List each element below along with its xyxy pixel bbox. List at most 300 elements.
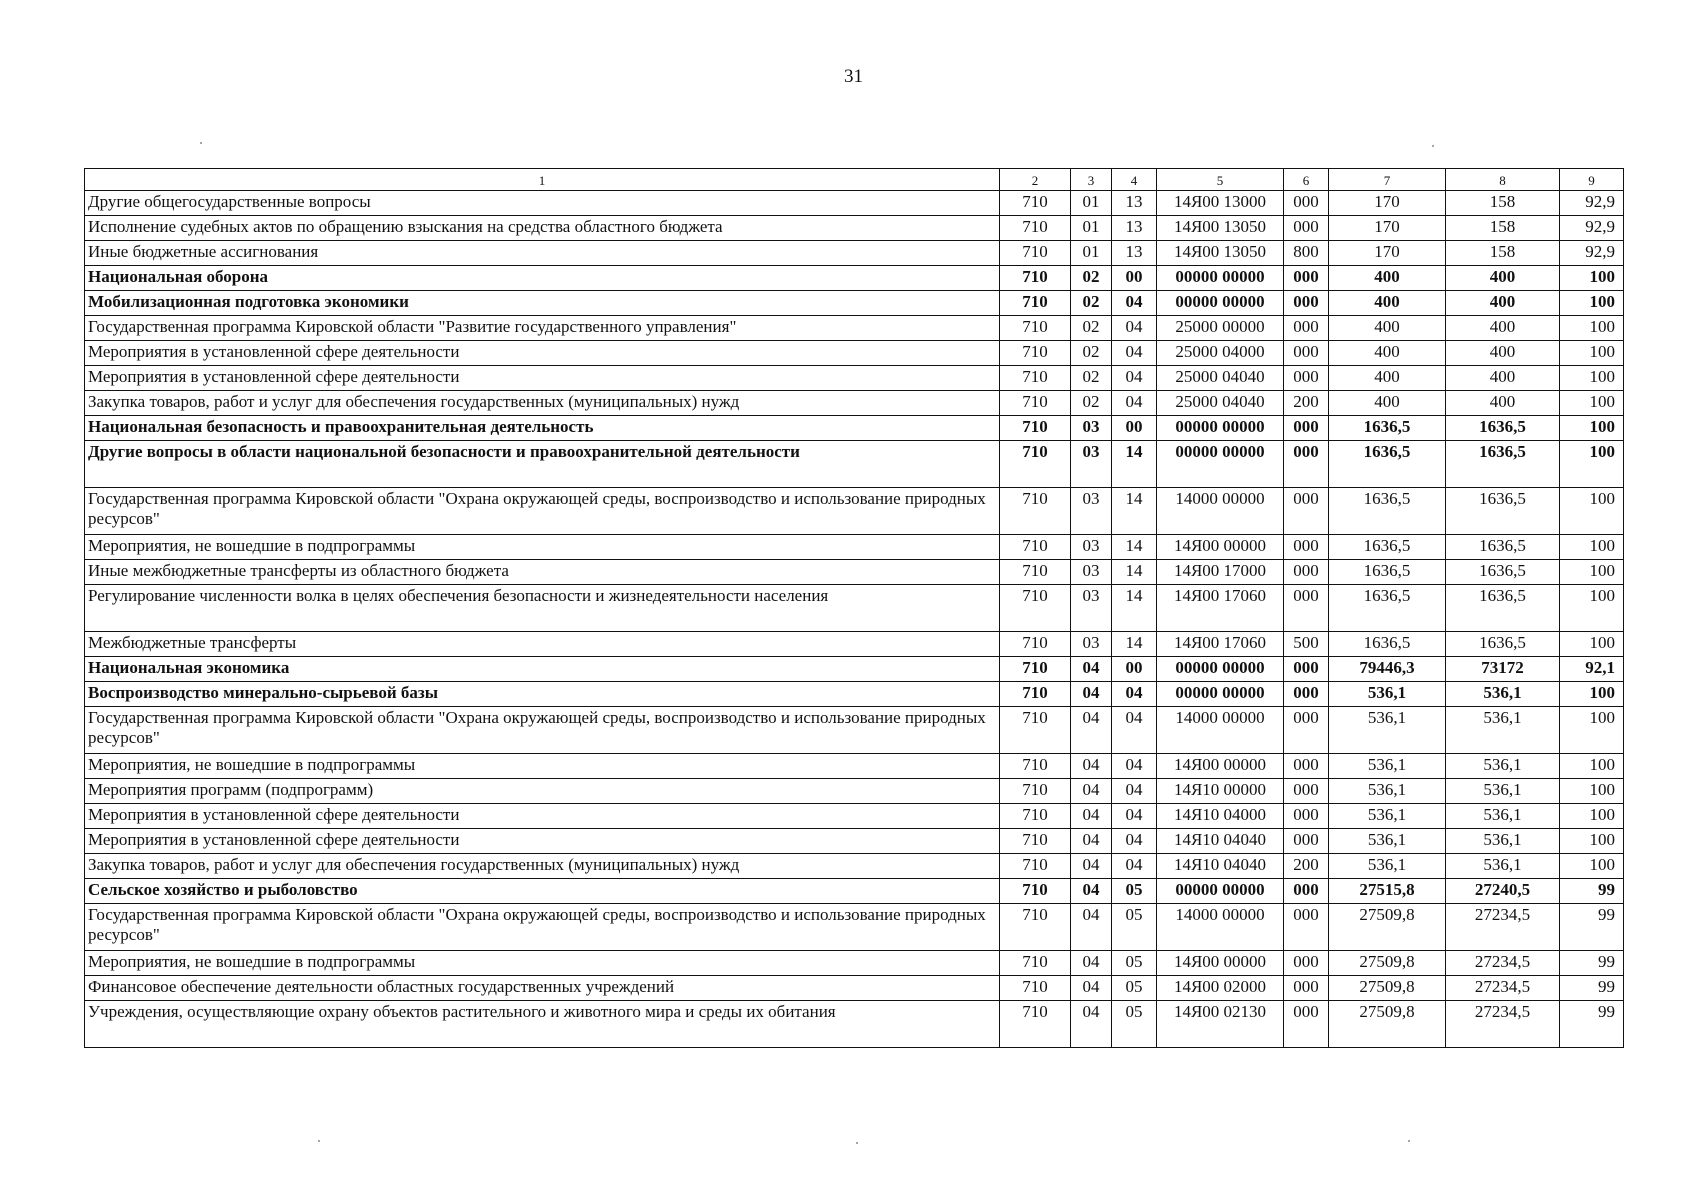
item-name-cell: Мероприятия программ (подпрограмм) (85, 779, 1000, 804)
item-name-cell: Национальная безопасность и правоохранительная деятельность (85, 416, 1000, 441)
section-cell: 04 (1071, 854, 1112, 879)
page-number: 31 (844, 66, 863, 87)
code-cell: 710 (1000, 216, 1071, 241)
percent-cell: 100 (1560, 854, 1624, 879)
percent-cell: 100 (1560, 441, 1624, 488)
expense-type-cell: 000 (1284, 316, 1329, 341)
table-row (85, 657, 1624, 682)
target-cell: 00000 00000 (1157, 291, 1284, 316)
code-cell: 710 (1000, 535, 1071, 560)
item-name-cell: Государственная программа Кировской области "Охрана окружающей среды, воспроизводство и использование природных ресурсов" (85, 488, 1000, 535)
executed-cell: 536,1 (1446, 854, 1560, 879)
code-cell: 710 (1000, 316, 1071, 341)
executed-cell: 1636,5 (1446, 416, 1560, 441)
section-cell: 03 (1071, 488, 1112, 535)
table-row (85, 951, 1624, 976)
code-cell: 710 (1000, 416, 1071, 441)
planned-cell: 400 (1329, 391, 1446, 416)
subsection-cell: 13 (1112, 241, 1157, 266)
executed-cell: 1636,5 (1446, 560, 1560, 585)
target-cell: 00000 00000 (1157, 416, 1284, 441)
table-row (85, 316, 1624, 341)
item-name-cell: Другие вопросы в области национальной безопасности и правоохранительной деятельности (85, 441, 1000, 488)
scan-speck (318, 1140, 320, 1142)
table-row (85, 216, 1624, 241)
executed-cell: 536,1 (1446, 804, 1560, 829)
table-row (85, 341, 1624, 366)
code-cell: 710 (1000, 366, 1071, 391)
target-cell: 00000 00000 (1157, 441, 1284, 488)
code-cell: 710 (1000, 632, 1071, 657)
table-row (85, 441, 1624, 488)
percent-cell: 100 (1560, 585, 1624, 632)
table-body (85, 169, 1624, 1048)
percent-cell: 100 (1560, 266, 1624, 291)
table-row (85, 779, 1624, 804)
planned-cell: 1636,5 (1329, 441, 1446, 488)
percent-cell: 100 (1560, 632, 1624, 657)
target-cell: 14Я00 17000 (1157, 560, 1284, 585)
column-header: 4 (1112, 169, 1157, 191)
code-cell: 710 (1000, 804, 1071, 829)
executed-cell: 400 (1446, 341, 1560, 366)
expense-type-cell: 000 (1284, 585, 1329, 632)
item-name-cell: Иные межбюджетные трансферты из областного бюджета (85, 560, 1000, 585)
executed-cell: 1636,5 (1446, 488, 1560, 535)
table-row (85, 754, 1624, 779)
code-cell: 710 (1000, 585, 1071, 632)
section-cell: 01 (1071, 216, 1112, 241)
subsection-cell: 05 (1112, 879, 1157, 904)
code-cell: 710 (1000, 291, 1071, 316)
percent-cell: 100 (1560, 366, 1624, 391)
column-header: 1 (85, 169, 1000, 191)
planned-cell: 27509,8 (1329, 1001, 1446, 1048)
subsection-cell: 04 (1112, 291, 1157, 316)
section-cell: 04 (1071, 976, 1112, 1001)
code-cell: 710 (1000, 976, 1071, 1001)
target-cell: 14000 00000 (1157, 707, 1284, 754)
expense-type-cell: 000 (1284, 560, 1329, 585)
percent-cell: 100 (1560, 391, 1624, 416)
item-name-cell: Мероприятия, не вошедшие в подпрограммы (85, 754, 1000, 779)
executed-cell: 400 (1446, 316, 1560, 341)
target-cell: 14Я00 13050 (1157, 216, 1284, 241)
subsection-cell: 04 (1112, 829, 1157, 854)
subsection-cell: 05 (1112, 904, 1157, 951)
section-cell: 02 (1071, 316, 1112, 341)
code-cell: 710 (1000, 707, 1071, 754)
executed-cell: 27234,5 (1446, 951, 1560, 976)
subsection-cell: 14 (1112, 632, 1157, 657)
percent-cell: 100 (1560, 779, 1624, 804)
expense-type-cell: 000 (1284, 488, 1329, 535)
executed-cell: 400 (1446, 366, 1560, 391)
target-cell: 14Я00 00000 (1157, 754, 1284, 779)
section-cell: 02 (1071, 366, 1112, 391)
subsection-cell: 14 (1112, 535, 1157, 560)
executed-cell: 536,1 (1446, 779, 1560, 804)
code-cell: 710 (1000, 241, 1071, 266)
percent-cell: 92,9 (1560, 216, 1624, 241)
expense-type-cell: 000 (1284, 191, 1329, 216)
subsection-cell: 04 (1112, 341, 1157, 366)
expense-type-cell: 000 (1284, 416, 1329, 441)
executed-cell: 536,1 (1446, 829, 1560, 854)
expense-type-cell: 000 (1284, 441, 1329, 488)
target-cell: 14000 00000 (1157, 904, 1284, 951)
table-row (85, 976, 1624, 1001)
executed-cell: 400 (1446, 266, 1560, 291)
percent-cell: 100 (1560, 682, 1624, 707)
budget-table (84, 168, 1624, 1048)
section-cell: 01 (1071, 191, 1112, 216)
percent-cell: 100 (1560, 754, 1624, 779)
expense-type-cell: 000 (1284, 879, 1329, 904)
table-row (85, 1001, 1624, 1048)
percent-cell: 99 (1560, 879, 1624, 904)
section-cell: 04 (1071, 829, 1112, 854)
code-cell: 710 (1000, 488, 1071, 535)
subsection-cell: 04 (1112, 391, 1157, 416)
item-name-cell: Закупка товаров, работ и услуг для обеспечения государственных (муниципальных) нужд (85, 854, 1000, 879)
subsection-cell: 13 (1112, 216, 1157, 241)
planned-cell: 536,1 (1329, 754, 1446, 779)
executed-cell: 536,1 (1446, 682, 1560, 707)
target-cell: 14Я00 00000 (1157, 951, 1284, 976)
executed-cell: 27234,5 (1446, 976, 1560, 1001)
target-cell: 00000 00000 (1157, 657, 1284, 682)
planned-cell: 536,1 (1329, 682, 1446, 707)
target-cell: 25000 04040 (1157, 366, 1284, 391)
item-name-cell: Межбюджетные трансферты (85, 632, 1000, 657)
code-cell: 710 (1000, 391, 1071, 416)
subsection-cell: 04 (1112, 804, 1157, 829)
expense-type-cell: 000 (1284, 779, 1329, 804)
percent-cell: 92,1 (1560, 657, 1624, 682)
expense-type-cell: 500 (1284, 632, 1329, 657)
item-name-cell: Мероприятия в установленной сфере деятельности (85, 829, 1000, 854)
executed-cell: 400 (1446, 291, 1560, 316)
percent-cell: 99 (1560, 976, 1624, 1001)
section-cell: 02 (1071, 391, 1112, 416)
item-name-cell: Исполнение судебных актов по обращению взыскания на средства областного бюджета (85, 216, 1000, 241)
target-cell: 25000 04040 (1157, 391, 1284, 416)
percent-cell: 100 (1560, 488, 1624, 535)
subsection-cell: 05 (1112, 1001, 1157, 1048)
table-row (85, 291, 1624, 316)
expense-type-cell: 000 (1284, 366, 1329, 391)
percent-cell: 100 (1560, 707, 1624, 754)
section-cell: 02 (1071, 266, 1112, 291)
percent-cell: 100 (1560, 829, 1624, 854)
table-row (85, 416, 1624, 441)
subsection-cell: 00 (1112, 266, 1157, 291)
code-cell: 710 (1000, 191, 1071, 216)
item-name-cell: Финансовое обеспечение деятельности областных государственных учреждений (85, 976, 1000, 1001)
planned-cell: 1636,5 (1329, 632, 1446, 657)
target-cell: 00000 00000 (1157, 682, 1284, 707)
executed-cell: 158 (1446, 241, 1560, 266)
executed-cell: 536,1 (1446, 707, 1560, 754)
scan-speck (1432, 145, 1434, 147)
planned-cell: 400 (1329, 341, 1446, 366)
table-row (85, 829, 1624, 854)
planned-cell: 1636,5 (1329, 416, 1446, 441)
item-name-cell: Иные бюджетные ассигнования (85, 241, 1000, 266)
table-row (85, 682, 1624, 707)
section-cell: 04 (1071, 754, 1112, 779)
executed-cell: 158 (1446, 216, 1560, 241)
section-cell: 03 (1071, 632, 1112, 657)
subsection-cell: 00 (1112, 416, 1157, 441)
target-cell: 14000 00000 (1157, 488, 1284, 535)
table-row (85, 488, 1624, 535)
table-row (85, 560, 1624, 585)
item-name-cell: Государственная программа Кировской области "Развитие государственного управления" (85, 316, 1000, 341)
target-cell: 25000 04000 (1157, 341, 1284, 366)
expense-type-cell: 000 (1284, 291, 1329, 316)
percent-cell: 99 (1560, 1001, 1624, 1048)
item-name-cell: Мероприятия в установленной сфере деятельности (85, 341, 1000, 366)
section-cell: 04 (1071, 951, 1112, 976)
section-cell: 03 (1071, 441, 1112, 488)
planned-cell: 170 (1329, 191, 1446, 216)
column-header-row (85, 169, 1624, 191)
planned-cell: 1636,5 (1329, 535, 1446, 560)
expense-type-cell: 000 (1284, 535, 1329, 560)
expense-type-cell: 000 (1284, 904, 1329, 951)
planned-cell: 170 (1329, 216, 1446, 241)
planned-cell: 27509,8 (1329, 904, 1446, 951)
expense-type-cell: 000 (1284, 341, 1329, 366)
scan-speck (856, 1142, 858, 1144)
table-row (85, 585, 1624, 632)
executed-cell: 27240,5 (1446, 879, 1560, 904)
expense-type-cell: 000 (1284, 829, 1329, 854)
section-cell: 02 (1071, 291, 1112, 316)
target-cell: 14Я00 17060 (1157, 632, 1284, 657)
column-header: 8 (1446, 169, 1560, 191)
expense-type-cell: 000 (1284, 804, 1329, 829)
planned-cell: 400 (1329, 291, 1446, 316)
subsection-cell: 14 (1112, 441, 1157, 488)
expense-type-cell: 800 (1284, 241, 1329, 266)
section-cell: 02 (1071, 341, 1112, 366)
percent-cell: 100 (1560, 804, 1624, 829)
target-cell: 14Я00 17060 (1157, 585, 1284, 632)
table-row (85, 632, 1624, 657)
code-cell: 710 (1000, 1001, 1071, 1048)
table-row (85, 366, 1624, 391)
executed-cell: 27234,5 (1446, 1001, 1560, 1048)
expense-type-cell: 000 (1284, 1001, 1329, 1048)
expense-type-cell: 000 (1284, 707, 1329, 754)
section-cell: 04 (1071, 879, 1112, 904)
subsection-cell: 14 (1112, 560, 1157, 585)
executed-cell: 1636,5 (1446, 535, 1560, 560)
subsection-cell: 05 (1112, 976, 1157, 1001)
percent-cell: 92,9 (1560, 241, 1624, 266)
percent-cell: 100 (1560, 535, 1624, 560)
section-cell: 04 (1071, 1001, 1112, 1048)
planned-cell: 536,1 (1329, 804, 1446, 829)
planned-cell: 400 (1329, 366, 1446, 391)
planned-cell: 170 (1329, 241, 1446, 266)
item-name-cell: Национальная оборона (85, 266, 1000, 291)
expense-type-cell: 000 (1284, 682, 1329, 707)
section-cell: 03 (1071, 585, 1112, 632)
section-cell: 04 (1071, 779, 1112, 804)
percent-cell: 100 (1560, 560, 1624, 585)
code-cell: 710 (1000, 754, 1071, 779)
code-cell: 710 (1000, 441, 1071, 488)
code-cell: 710 (1000, 682, 1071, 707)
planned-cell: 536,1 (1329, 779, 1446, 804)
expense-type-cell: 000 (1284, 266, 1329, 291)
executed-cell: 536,1 (1446, 754, 1560, 779)
section-cell: 03 (1071, 416, 1112, 441)
target-cell: 00000 00000 (1157, 266, 1284, 291)
scan-speck (200, 142, 202, 144)
planned-cell: 400 (1329, 316, 1446, 341)
subsection-cell: 04 (1112, 316, 1157, 341)
item-name-cell: Мероприятия, не вошедшие в подпрограммы (85, 951, 1000, 976)
subsection-cell: 04 (1112, 366, 1157, 391)
planned-cell: 400 (1329, 266, 1446, 291)
executed-cell: 1636,5 (1446, 585, 1560, 632)
subsection-cell: 04 (1112, 779, 1157, 804)
executed-cell: 73172 (1446, 657, 1560, 682)
planned-cell: 27515,8 (1329, 879, 1446, 904)
percent-cell: 99 (1560, 951, 1624, 976)
subsection-cell: 04 (1112, 682, 1157, 707)
subsection-cell: 04 (1112, 754, 1157, 779)
section-cell: 04 (1071, 682, 1112, 707)
expense-type-cell: 000 (1284, 951, 1329, 976)
expense-type-cell: 200 (1284, 391, 1329, 416)
expense-type-cell: 200 (1284, 854, 1329, 879)
column-header: 5 (1157, 169, 1284, 191)
subsection-cell: 13 (1112, 191, 1157, 216)
subsection-cell: 05 (1112, 951, 1157, 976)
expense-type-cell: 000 (1284, 657, 1329, 682)
item-name-cell: Мероприятия в установленной сфере деятельности (85, 804, 1000, 829)
column-header: 6 (1284, 169, 1329, 191)
subsection-cell: 04 (1112, 854, 1157, 879)
planned-cell: 536,1 (1329, 707, 1446, 754)
item-name-cell: Мероприятия, не вошедшие в подпрограммы (85, 535, 1000, 560)
section-cell: 04 (1071, 804, 1112, 829)
section-cell: 03 (1071, 535, 1112, 560)
table-row (85, 191, 1624, 216)
target-cell: 14Я10 04040 (1157, 829, 1284, 854)
code-cell: 710 (1000, 951, 1071, 976)
percent-cell: 99 (1560, 904, 1624, 951)
table-row (85, 854, 1624, 879)
code-cell: 710 (1000, 854, 1071, 879)
scan-speck (1408, 1140, 1410, 1142)
item-name-cell: Другие общегосударственные вопросы (85, 191, 1000, 216)
target-cell: 00000 00000 (1157, 879, 1284, 904)
item-name-cell: Учреждения, осуществляющие охрану объектов растительного и животного мира и среды их обитания (85, 1001, 1000, 1048)
table-row (85, 266, 1624, 291)
percent-cell: 92,9 (1560, 191, 1624, 216)
table-row (85, 904, 1624, 951)
expense-type-cell: 000 (1284, 754, 1329, 779)
expense-type-cell: 000 (1284, 216, 1329, 241)
target-cell: 25000 00000 (1157, 316, 1284, 341)
item-name-cell: Воспроизводство минерально-сырьевой базы (85, 682, 1000, 707)
executed-cell: 1636,5 (1446, 632, 1560, 657)
item-name-cell: Закупка товаров, работ и услуг для обеспечения государственных (муниципальных) нужд (85, 391, 1000, 416)
target-cell: 14Я00 00000 (1157, 535, 1284, 560)
code-cell: 710 (1000, 829, 1071, 854)
table-row (85, 241, 1624, 266)
section-cell: 04 (1071, 657, 1112, 682)
item-name-cell: Регулирование численности волка в целях обеспечения безопасности и жизнедеятельности населения (85, 585, 1000, 632)
table-row (85, 879, 1624, 904)
code-cell: 710 (1000, 341, 1071, 366)
executed-cell: 1636,5 (1446, 441, 1560, 488)
percent-cell: 100 (1560, 416, 1624, 441)
column-header: 7 (1329, 169, 1446, 191)
executed-cell: 27234,5 (1446, 904, 1560, 951)
percent-cell: 100 (1560, 291, 1624, 316)
planned-cell: 536,1 (1329, 829, 1446, 854)
column-header: 3 (1071, 169, 1112, 191)
item-name-cell: Сельское хозяйство и рыболовство (85, 879, 1000, 904)
target-cell: 14Я10 04000 (1157, 804, 1284, 829)
section-cell: 03 (1071, 560, 1112, 585)
table-row (85, 804, 1624, 829)
executed-cell: 400 (1446, 391, 1560, 416)
subsection-cell: 14 (1112, 488, 1157, 535)
code-cell: 710 (1000, 904, 1071, 951)
item-name-cell: Мобилизационная подготовка экономики (85, 291, 1000, 316)
item-name-cell: Государственная программа Кировской области "Охрана окружающей среды, воспроизводство и использование природных ресурсов" (85, 707, 1000, 754)
target-cell: 14Я10 00000 (1157, 779, 1284, 804)
table-row (85, 391, 1624, 416)
table-row (85, 707, 1624, 754)
subsection-cell: 04 (1112, 707, 1157, 754)
subsection-cell: 14 (1112, 585, 1157, 632)
subsection-cell: 00 (1112, 657, 1157, 682)
planned-cell: 1636,5 (1329, 488, 1446, 535)
item-name-cell: Мероприятия в установленной сфере деятельности (85, 366, 1000, 391)
planned-cell: 536,1 (1329, 854, 1446, 879)
section-cell: 01 (1071, 241, 1112, 266)
item-name-cell: Государственная программа Кировской области "Охрана окружающей среды, воспроизводство и использование природных ресурсов" (85, 904, 1000, 951)
target-cell: 14Я00 02000 (1157, 976, 1284, 1001)
code-cell: 710 (1000, 879, 1071, 904)
column-header: 2 (1000, 169, 1071, 191)
column-header: 9 (1560, 169, 1624, 191)
percent-cell: 100 (1560, 341, 1624, 366)
code-cell: 710 (1000, 266, 1071, 291)
code-cell: 710 (1000, 779, 1071, 804)
target-cell: 14Я00 02130 (1157, 1001, 1284, 1048)
planned-cell: 27509,8 (1329, 976, 1446, 1001)
code-cell: 710 (1000, 657, 1071, 682)
executed-cell: 158 (1446, 191, 1560, 216)
percent-cell: 100 (1560, 316, 1624, 341)
planned-cell: 1636,5 (1329, 585, 1446, 632)
section-cell: 04 (1071, 707, 1112, 754)
planned-cell: 27509,8 (1329, 951, 1446, 976)
target-cell: 14Я10 04040 (1157, 854, 1284, 879)
planned-cell: 1636,5 (1329, 560, 1446, 585)
